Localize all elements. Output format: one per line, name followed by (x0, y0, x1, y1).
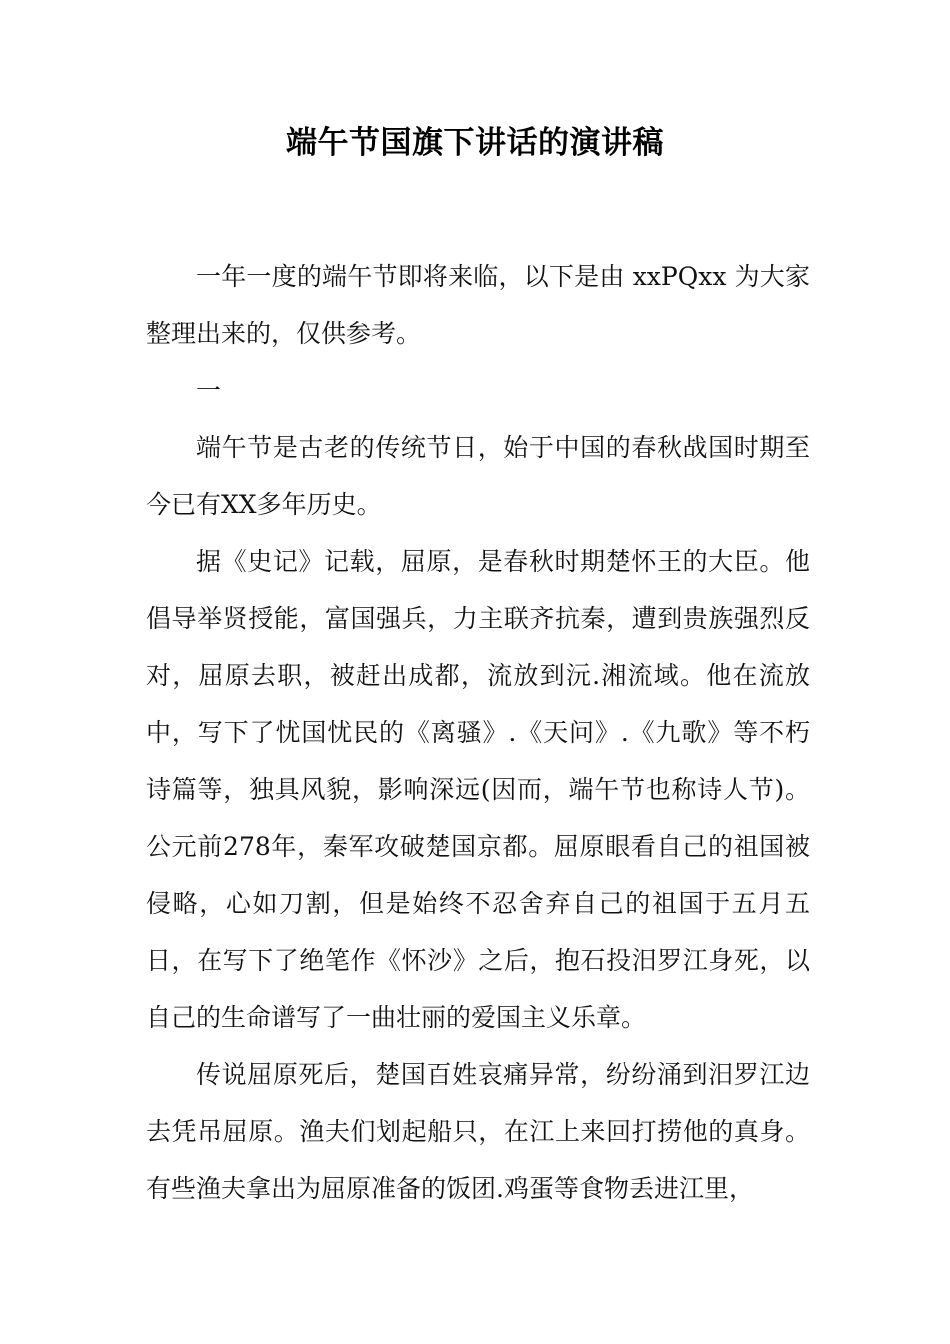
document-body (146, 248, 810, 1217)
document-title: 端午节国旗下讲话的演讲稿 (286, 125, 664, 161)
paragraph-intro: 一年一度的端午节即将来临，以下是由 xxPQxx 为大家整理出来的，仅供参考。 (146, 262, 810, 348)
paragraph-quyuan: 据《史记》记载，屈原，是春秋时期楚怀王的大臣。他倡导举贤授能，富国强兵，力主联齐抗秦，遭到贵族强烈反对，屈原去职，被赶出成都，流放到沅.湘流域。他在流放中，写下了忧国忧民的《离骚》.《天问》.《九歌》等不朽诗篇等，独具风貌，影响深远(因而，端午节也称诗人节)。公元前278年，秦军攻破楚国京都。屈原眼看自己的祖国被侵略，心如刀割，但是始终不忍舍弃自己的祖国于五月五日，在写下了绝笔作《怀沙》之后，抱石投汨罗江身死，以自己的生命谱写了一曲壮丽的爱国主义乐章。 (146, 547, 810, 1032)
section-number: 一 (196, 376, 222, 405)
paragraph-legend: 传说屈原死后，楚国百姓哀痛异常，纷纷涌到汨罗江边去凭吊屈原。渔夫们划起船只，在江上来回打捞他的真身。有些渔夫拿出为屈原准备的饭团.鸡蛋等食物丢进江里， (146, 1060, 810, 1203)
paragraph-origin: 端午节是古老的传统节日，始于中国的春秋战国时期至今已有XX多年历史。 (146, 433, 810, 519)
